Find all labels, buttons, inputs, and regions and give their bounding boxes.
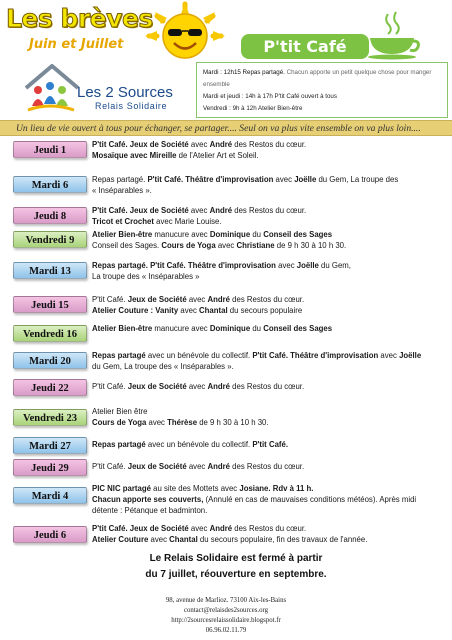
event-line: PIC NIC partagé au site des Mottets avec Josiane. Rdv à 11 h.	[92, 484, 314, 493]
day-label: Jeudi 6	[13, 526, 87, 543]
event-line: Repas partagé avec un bénévole du collectif. P'tit Café.	[92, 440, 289, 449]
closing-line-2: du 7 juillet, réouverture en septembre.	[145, 569, 327, 580]
event-line: Tricot et Crochet avec Marie Louise.	[92, 217, 222, 226]
event-line: Atelier Bien-être manucure avec Dominique du Conseil des Sages	[92, 230, 333, 239]
closing-line-1: Le Relais Solidaire est fermé à partir	[149, 553, 323, 564]
event-description	[92, 205, 444, 227]
event-description	[92, 294, 444, 316]
event-line: Atelier Bien-être manucure avec Dominique du Conseil des Sages	[92, 324, 333, 333]
event-line: P'tit Café. Jeux de Société avec André des Restos du cœur.	[92, 382, 305, 391]
schedule-infobox	[196, 62, 448, 118]
day-label: Jeudi 8	[13, 207, 87, 224]
event-description	[92, 523, 444, 545]
event-description	[92, 483, 444, 516]
coffee-cup-icon	[360, 10, 420, 60]
event-line: Repas partagé. P'tit Café. Théâtre d'improvisation avec Joëlle du Gem,	[92, 261, 351, 270]
event-line: P'tit Café. Jeux de Société avec André des Restos du cœur.	[92, 524, 307, 533]
event-description	[92, 174, 444, 196]
ptit-cafe-badge: P'tit Café	[241, 34, 369, 59]
event-line: Atelier Couture avec Chantal du secours populaire, fin des travaux de l'année.	[92, 535, 368, 544]
sun-icon	[143, 0, 227, 62]
event-line: Repas partagé avec un bénévole du collectif. P'tit Café. Théâtre d'improvisation avec Joëlle	[92, 351, 422, 360]
event-line: Chacun apporte ses couverts, (Annulé en cas de mauvaises conditions météos). Après midi	[92, 495, 417, 504]
event-line: P'tit Café. Jeux de Société avec André des Restos du cœur.	[92, 462, 305, 471]
day-label: Mardi 4	[13, 487, 87, 504]
event-line: La troupe des « Inséparables »	[92, 272, 200, 281]
event-description	[92, 323, 444, 334]
footer-email[interactable]: contact@relaisdes2sources.org	[183, 607, 269, 614]
infobox-line-3: Vendredi : 9h à 12h Atelier Bien-être	[203, 105, 303, 112]
day-label: Mardi 27	[13, 437, 87, 454]
event-description	[92, 350, 444, 372]
event-description	[92, 461, 444, 472]
event-line: détente : Pétanque et badminton.	[92, 506, 208, 515]
event-line: P'tit Café. Jeux de Société avec André des Restos du cœur.	[92, 206, 307, 215]
event-line: Atelier Bien être	[92, 407, 148, 416]
page-subtitle: Juin et Juillet	[29, 37, 124, 52]
motto-banner: Un lieu de vie ouvert à tous pour échanger, se partager.... Seul on va plus vite ensemble on va plus loin....	[0, 120, 452, 136]
footer-website[interactable]: http://2sourcesrelaissolidaire.blogspot.fr	[171, 617, 281, 624]
closing-notice	[110, 551, 362, 583]
infobox-line-1: Mardi : 12h15 Repas partagé. Chacun apporte un petit quelque chose pour manger ensemble	[203, 69, 432, 88]
day-label: Jeudi 1	[13, 141, 87, 158]
day-label: Mardi 20	[13, 352, 87, 369]
event-line: Repas partagé. P'tit Café. Théâtre d'improvisation avec Joëlle du Gem, La troupe des	[92, 175, 399, 184]
event-line: Mosaïque avec Mireille de l'Atelier Art et Soleil.	[92, 151, 259, 160]
day-label: Mardi 13	[13, 262, 87, 279]
day-label: Jeudi 22	[13, 379, 87, 396]
footer-address: 98, avenue de Marlioz. 73100 Aix-les-Bains	[165, 597, 287, 604]
day-label: Vendredi 9	[13, 231, 87, 248]
logo-name: Les 2 Sources	[77, 84, 173, 101]
event-description	[92, 260, 444, 282]
event-line: du Gem, La troupe des « Inséparables ».	[92, 362, 234, 371]
event-description	[92, 439, 444, 450]
event-line: Atelier Couture : Vanity avec Chantal du secours populaire	[92, 306, 303, 315]
event-line: « Inséparables ».	[92, 186, 152, 195]
event-line: P'tit Café. Jeux de Société avec André des Restos du cœur.	[92, 295, 305, 304]
infobox-line-2: Mardi et jeudi : 14h à 17h P'tit Café ouvert à tous	[203, 93, 337, 100]
logo-tagline: Relais Solidaire	[95, 101, 168, 111]
day-label: Vendredi 16	[13, 325, 87, 342]
day-label: Vendredi 23	[13, 409, 87, 426]
event-description	[92, 381, 444, 392]
page-title: Les brèves	[6, 4, 153, 33]
day-label: Jeudi 15	[13, 296, 87, 313]
event-line: Conseil des Sages. Cours de Yoga avec Christiane de 9 h 30 à 10 h 30.	[92, 241, 347, 250]
event-description	[92, 406, 444, 428]
event-description	[92, 229, 444, 251]
day-label: Mardi 6	[13, 176, 87, 193]
footer-contact	[126, 596, 326, 636]
day-label: Jeudi 29	[13, 459, 87, 476]
event-line: P'tit Café. Jeux de Société avec André des Restos du cœur.	[92, 140, 307, 149]
footer-phone: 06.96.02.11.79	[205, 627, 247, 634]
event-description	[92, 139, 444, 161]
event-line: Cours de Yoga avec Thérèse de 9 h 30 à 10 h 30.	[92, 418, 269, 427]
